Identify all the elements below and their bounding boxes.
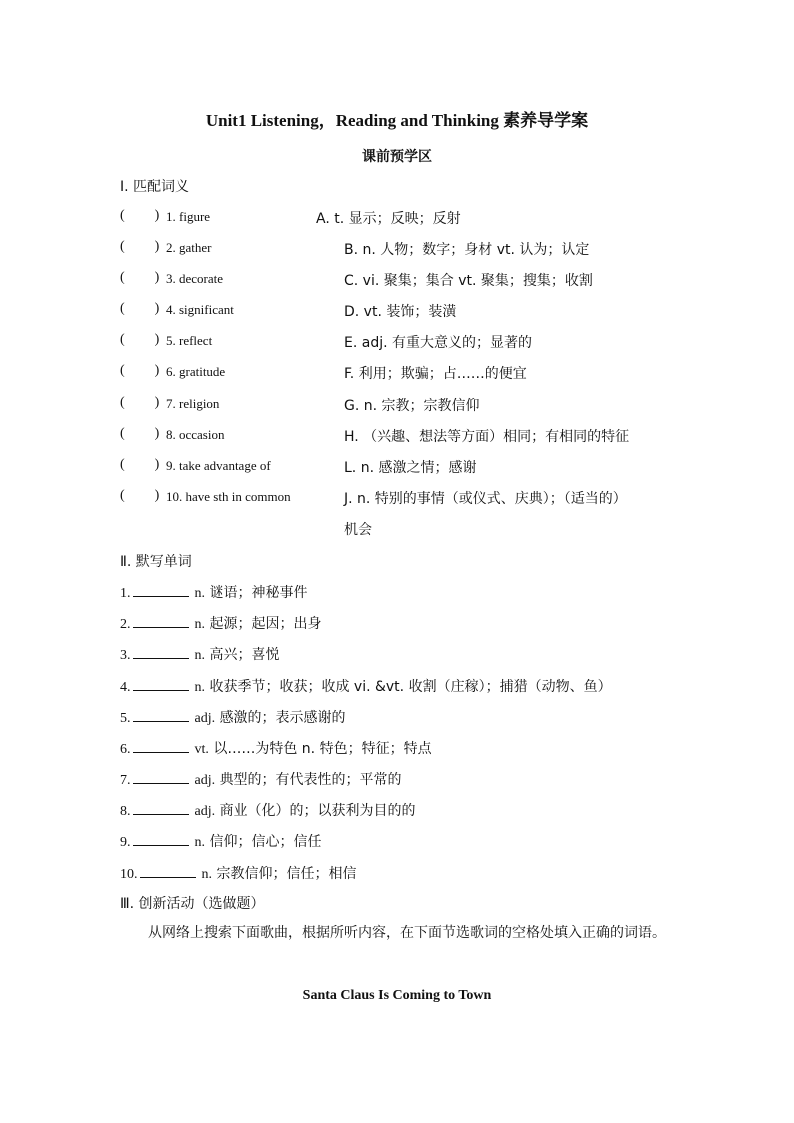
match-word-text: take advantage of bbox=[179, 458, 271, 473]
dictation-row bbox=[120, 831, 321, 851]
match-definition: H. （兴趣、想法等方面）相同；有相同的特征 bbox=[344, 429, 630, 445]
match-word-text: significant bbox=[179, 302, 234, 317]
fill-in-blank[interactable] bbox=[133, 584, 189, 597]
dictation-row bbox=[120, 738, 432, 758]
dictation-row bbox=[120, 676, 612, 696]
section-heading-activity: Ⅲ. 创新活动（选做题） bbox=[120, 896, 265, 912]
match-word-text: figure bbox=[179, 209, 211, 224]
answer-blank[interactable]: ( ) bbox=[120, 488, 160, 503]
match-word-text: occasion bbox=[179, 427, 225, 442]
dictation-definition: 高兴；喜悦 bbox=[209, 647, 280, 663]
dictation-row bbox=[120, 707, 346, 727]
match-number: 2. bbox=[166, 240, 176, 255]
fill-in-blank[interactable] bbox=[133, 833, 189, 846]
match-word bbox=[166, 427, 224, 443]
part-of-speech: adj. bbox=[194, 711, 216, 726]
match-definition: G. n. 宗教；宗教信仰 bbox=[344, 398, 480, 414]
match-definition: F. 利用；欺骗；占……的便宜 bbox=[344, 366, 527, 382]
match-number: 10. bbox=[166, 489, 183, 504]
dictation-row bbox=[120, 613, 321, 633]
fill-in-blank[interactable] bbox=[133, 709, 189, 722]
dictation-number: 9. bbox=[120, 835, 131, 850]
match-word bbox=[166, 240, 211, 256]
match-row bbox=[120, 239, 700, 263]
match-row bbox=[120, 208, 700, 232]
part-of-speech: adj. bbox=[194, 804, 216, 819]
match-number: 7. bbox=[166, 396, 176, 411]
match-word bbox=[166, 302, 234, 318]
dictation-definition: 起源；起因；出身 bbox=[209, 616, 322, 632]
dictation-definition: 谜语；神秘事件 bbox=[209, 585, 308, 601]
match-definition: L. n. 感激之情；感谢 bbox=[344, 460, 477, 476]
dictation-number: 6. bbox=[120, 742, 131, 757]
fill-in-blank[interactable] bbox=[133, 615, 189, 628]
dictation-row bbox=[120, 769, 402, 789]
part-of-speech: adj. bbox=[194, 773, 216, 788]
match-word-text: have sth in common bbox=[185, 489, 291, 504]
match-definition: A. t. 显示；反映；反射 bbox=[316, 211, 461, 227]
match-row bbox=[120, 395, 700, 419]
dictation-row bbox=[120, 644, 279, 664]
fill-in-blank[interactable] bbox=[133, 771, 189, 784]
part-of-speech: vt. bbox=[194, 742, 209, 757]
dictation-number: 5. bbox=[120, 711, 131, 726]
match-word bbox=[166, 489, 291, 505]
dictation-definition: 宗教信仰；信任；相信 bbox=[216, 866, 357, 882]
match-word bbox=[166, 209, 210, 225]
dictation-definition: 收获季节；收获；收成 vi. &vt. 收割（庄稼）；捕猎（动物、鱼） bbox=[209, 679, 612, 695]
fill-in-blank[interactable] bbox=[133, 646, 189, 659]
fill-in-blank[interactable] bbox=[140, 865, 196, 878]
match-word-text: decorate bbox=[179, 271, 224, 286]
fill-in-blank[interactable] bbox=[133, 678, 189, 691]
answer-blank[interactable]: ( ) bbox=[120, 270, 160, 285]
fill-in-blank[interactable] bbox=[133, 802, 189, 815]
activity-instructions: 从网络上搜索下面歌曲，根据所听内容，在下面节选歌词的空格处填入正确的词语。 bbox=[148, 925, 666, 941]
answer-blank[interactable]: ( ) bbox=[120, 239, 160, 254]
match-word-text: reflect bbox=[179, 333, 213, 348]
fill-in-blank[interactable] bbox=[133, 740, 189, 753]
part-of-speech: n. bbox=[194, 648, 205, 663]
part-of-speech: n. bbox=[194, 617, 205, 632]
match-definition: J. n. 特别的事情（或仪式、庆典）；（适当的） bbox=[344, 491, 627, 507]
match-definition: E. adj. 有重大意义的；显著的 bbox=[344, 335, 533, 351]
match-number: 5. bbox=[166, 333, 176, 348]
match-number: 9. bbox=[166, 458, 176, 473]
dictation-definition: 典型的；有代表性的；平常的 bbox=[219, 772, 402, 788]
dictation-number: 8. bbox=[120, 804, 131, 819]
page-subtitle: 课前预学区 bbox=[362, 149, 432, 165]
section-heading-matching: I. 匹配词义 bbox=[120, 179, 190, 195]
match-number: 4. bbox=[166, 302, 176, 317]
match-word bbox=[166, 333, 212, 349]
match-word bbox=[166, 458, 271, 474]
dictation-number: 4. bbox=[120, 680, 131, 695]
dictation-row bbox=[120, 582, 307, 602]
page-title: Unit1 Listening，Reading and Thinking 素养导学案 bbox=[205, 111, 589, 130]
answer-blank[interactable]: ( ) bbox=[120, 457, 160, 472]
match-word bbox=[166, 396, 219, 412]
song-title: Santa Claus Is Coming to Town bbox=[302, 988, 492, 1003]
dictation-number: 2. bbox=[120, 617, 131, 632]
answer-blank[interactable]: ( ) bbox=[120, 395, 160, 410]
match-row bbox=[120, 426, 700, 450]
match-word-text: gratitude bbox=[179, 364, 226, 379]
match-number: 1. bbox=[166, 209, 176, 224]
section-heading-dictation: Ⅱ. 默写单词 bbox=[120, 554, 192, 570]
answer-blank[interactable]: ( ) bbox=[120, 301, 160, 316]
dictation-row bbox=[120, 863, 356, 883]
dictation-definition: 以……为特色 n. 特色；特征；特点 bbox=[213, 741, 432, 757]
dictation-number: 7. bbox=[120, 773, 131, 788]
match-word bbox=[166, 271, 223, 287]
dictation-number: 10. bbox=[120, 867, 138, 882]
match-definition: D. vt. 装饰；装潢 bbox=[344, 304, 457, 320]
match-number: 6. bbox=[166, 364, 176, 379]
match-row bbox=[120, 332, 700, 356]
match-word-text: religion bbox=[179, 396, 220, 411]
dictation-row bbox=[120, 800, 416, 820]
definition-wrap-line: 机会 bbox=[344, 522, 372, 538]
dictation-number: 3. bbox=[120, 648, 131, 663]
dictation-definition: 商业（化）的；以获利为目的的 bbox=[219, 803, 416, 819]
dictation-definition: 感激的；表示感谢的 bbox=[219, 710, 346, 726]
match-row bbox=[120, 457, 700, 481]
match-number: 8. bbox=[166, 427, 176, 442]
match-row bbox=[120, 301, 700, 325]
dictation-definition: 信仰；信心；信任 bbox=[209, 834, 322, 850]
match-row bbox=[120, 270, 700, 294]
match-definition: C. vi. 聚集；集合 vt. 聚集；搜集；收割 bbox=[344, 273, 593, 289]
part-of-speech: n. bbox=[194, 835, 205, 850]
answer-blank[interactable]: ( ) bbox=[120, 426, 160, 441]
answer-blank[interactable]: ( ) bbox=[120, 208, 160, 223]
match-word bbox=[166, 364, 225, 380]
part-of-speech: n. bbox=[194, 586, 205, 601]
dictation-number: 1. bbox=[120, 586, 131, 601]
part-of-speech: n. bbox=[201, 867, 212, 882]
part-of-speech: n. bbox=[194, 680, 205, 695]
match-definition: B. n. 人物；数字；身材 vt. 认为；认定 bbox=[344, 242, 590, 258]
match-number: 3. bbox=[166, 271, 176, 286]
match-row bbox=[120, 363, 700, 387]
match-word-text: gather bbox=[179, 240, 212, 255]
answer-blank[interactable]: ( ) bbox=[120, 363, 160, 378]
answer-blank[interactable]: ( ) bbox=[120, 332, 160, 347]
match-row bbox=[120, 488, 700, 512]
